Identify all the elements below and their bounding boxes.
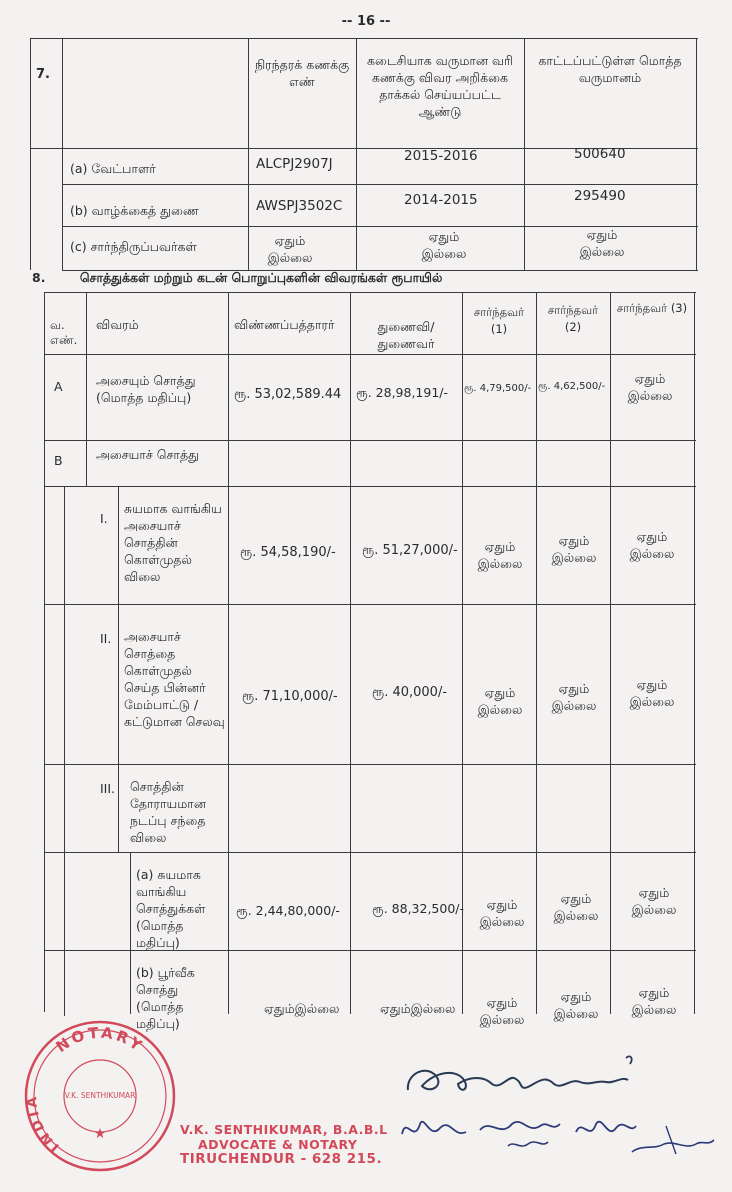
section7-row-candidate-pan: ALCPJ2907J [256, 156, 333, 172]
section8-header-dep1: சார்ந்தவர் (1) [473, 305, 525, 336]
row-iiib-dep3: ஏதும் இல்லை [631, 985, 677, 1017]
row-a-spouse: ரூ. 28,98,191/- [356, 385, 449, 400]
row-ii-applicant: ரூ. 71,10,000/- [242, 689, 338, 704]
row-iii-num: III. [100, 781, 116, 796]
row-a-details: அசையும் சொத்து (மொத்த மதிப்பு) [96, 373, 196, 405]
row-a-dep1: ரூ. 4,79,500/- [464, 383, 532, 394]
section8-header-details: விவரம் [96, 317, 139, 332]
section7-row-dependents-income: ஏதும் இல்லை [579, 227, 625, 259]
row-iiia-spouse: ரூ. 88,32,500/- [372, 901, 465, 916]
section7-row-dependents-year: ஏதும் இல்லை [421, 229, 467, 261]
row-ii-dep2: ஏதும் இல்லை [551, 681, 597, 713]
row-a-sno: A [54, 379, 63, 394]
row-iiia-applicant: ரூ. 2,44,80,000/- [236, 903, 340, 918]
row-iii-details: சொத்தின் தோராயமான நடப்பு சந்தை விலை [130, 779, 206, 845]
section7-row-candidate-income: 500640 [574, 146, 626, 162]
row-i-dep2: ஏதும் இல்லை [551, 533, 597, 565]
candidate-signature-icon [400, 1046, 650, 1106]
svg-text:V.K. SENTHIKUMAR: V.K. SENTHIKUMAR [64, 1091, 136, 1100]
section8-header-dep3: சார்ந்தவர் (3) [616, 301, 688, 315]
row-b-details: அசையாச் சொத்து [96, 447, 199, 462]
section8-title-text: சொத்துக்கள் மற்றும் கடன் பொறுப்புகளின் விவரங்கள் ரூபாயில் [79, 270, 443, 285]
section7-row-candidate-label: (a) வேட்பாளர் [70, 161, 156, 176]
notary-address [180, 1122, 388, 1167]
row-i-dep1: ஏதும் இல்லை [477, 539, 523, 571]
row-iiib-applicant: ஏதும்இல்லை [264, 1001, 340, 1016]
row-ii-num: II. [100, 631, 112, 646]
row-iiib-dep2: ஏதும் இல்லை [553, 989, 599, 1021]
section8-number: 8. [32, 270, 46, 285]
row-iiia-dep1: ஏதும் இல்லை [479, 897, 525, 929]
row-iiib-spouse: ஏதும்இல்லை [380, 1001, 456, 1016]
row-a-applicant: ரூ. 53,02,589.44 [234, 387, 342, 402]
notary-title: ADVOCATE & NOTARY [198, 1137, 358, 1152]
row-iiia-details: (a) சுயமாக வாங்கிய சொத்துக்கள் (மொத்த மதிப்பு) [136, 867, 206, 950]
row-i-details: சுயமாக வாங்கிய அசையாச் சொத்தின் கொள்முதல் விலை [124, 501, 222, 584]
row-a-dep3: ஏதும் இல்லை [627, 371, 673, 403]
row-iiib-dep1: ஏதும் இல்லை [479, 995, 525, 1027]
row-i-num: I. [100, 511, 108, 526]
notary-seal-icon [22, 1018, 178, 1174]
section8-header-spouse: துணைவி/ துணைவர் [377, 319, 435, 351]
section7-row-spouse-income: 295490 [574, 188, 626, 204]
section8-header-applicant: விண்ணப்பத்தாரர் [234, 317, 335, 332]
notary-signature-icon [396, 1104, 726, 1174]
row-ii-dep1: ஏதும் இல்லை [477, 685, 523, 717]
section8-title [32, 270, 442, 287]
notary-name: V.K. SENTHIKUMAR, B.A.B.L [180, 1122, 388, 1137]
row-i-applicant: ரூ. 54,58,190/- [240, 545, 336, 560]
section7-row-candidate-year: 2015-2016 [404, 148, 478, 164]
row-ii-details: அசையாச் சொத்தை கொள்முதல் செய்த பின்னர் மேம்பாட்டு / கட்டுமான செலவு [124, 629, 225, 729]
row-i-dep3: ஏதும் இல்லை [629, 529, 675, 561]
section7-row-spouse-pan: AWSPJ3502C [256, 198, 343, 214]
section7-header-pan: நிரந்தரக் கணக்கு எண் [254, 57, 350, 89]
section7-row-spouse-label: (b) வாழ்க்கைத் துணை [70, 203, 199, 218]
section7-number: 7. [36, 67, 50, 82]
page-number: -- 16 -- [341, 14, 391, 29]
section7-row-dependents-pan: ஏதும் இல்லை [267, 233, 313, 265]
svg-text:INDIA: INDIA [24, 1093, 63, 1156]
section8-header-dep2: சார்ந்தவர் (2) [547, 303, 599, 334]
section7-row-spouse-year: 2014-2015 [404, 192, 478, 208]
row-a-dep2: ரூ. 4,62,500/- [538, 381, 606, 392]
svg-text:★: ★ [93, 1126, 107, 1142]
section7-header-income: காட்டப்பட்டுள்ள மொத்த வருமானம் [538, 53, 682, 85]
section7-row-dependents-label: (c) சார்ந்திருப்பவர்கள் [70, 239, 197, 254]
row-iiia-dep3: ஏதும் இல்லை [631, 885, 677, 917]
section8-header-sno: வ. எண். [50, 318, 78, 347]
section7-header-year: கடைசியாக வருமான வரி கணக்கு விவர அறிக்கை தாக்கல் செய்யப்பட்ட ஆண்டு [367, 53, 513, 119]
row-b-sno: B [54, 453, 63, 468]
row-ii-spouse: ரூ. 40,000/- [372, 685, 448, 700]
row-iiia-dep2: ஏதும் இல்லை [553, 891, 599, 923]
row-i-spouse: ரூ. 51,27,000/- [362, 543, 458, 558]
row-iiib-details: (b) பூர்வீக சொத்து (மொத்த மதிப்பு) [136, 965, 195, 1031]
notary-location: TIRUCHENDUR - 628 215. [180, 1151, 383, 1167]
row-ii-dep3: ஏதும் இல்லை [629, 677, 675, 709]
svg-text:NOTARY: NOTARY [52, 1023, 148, 1057]
